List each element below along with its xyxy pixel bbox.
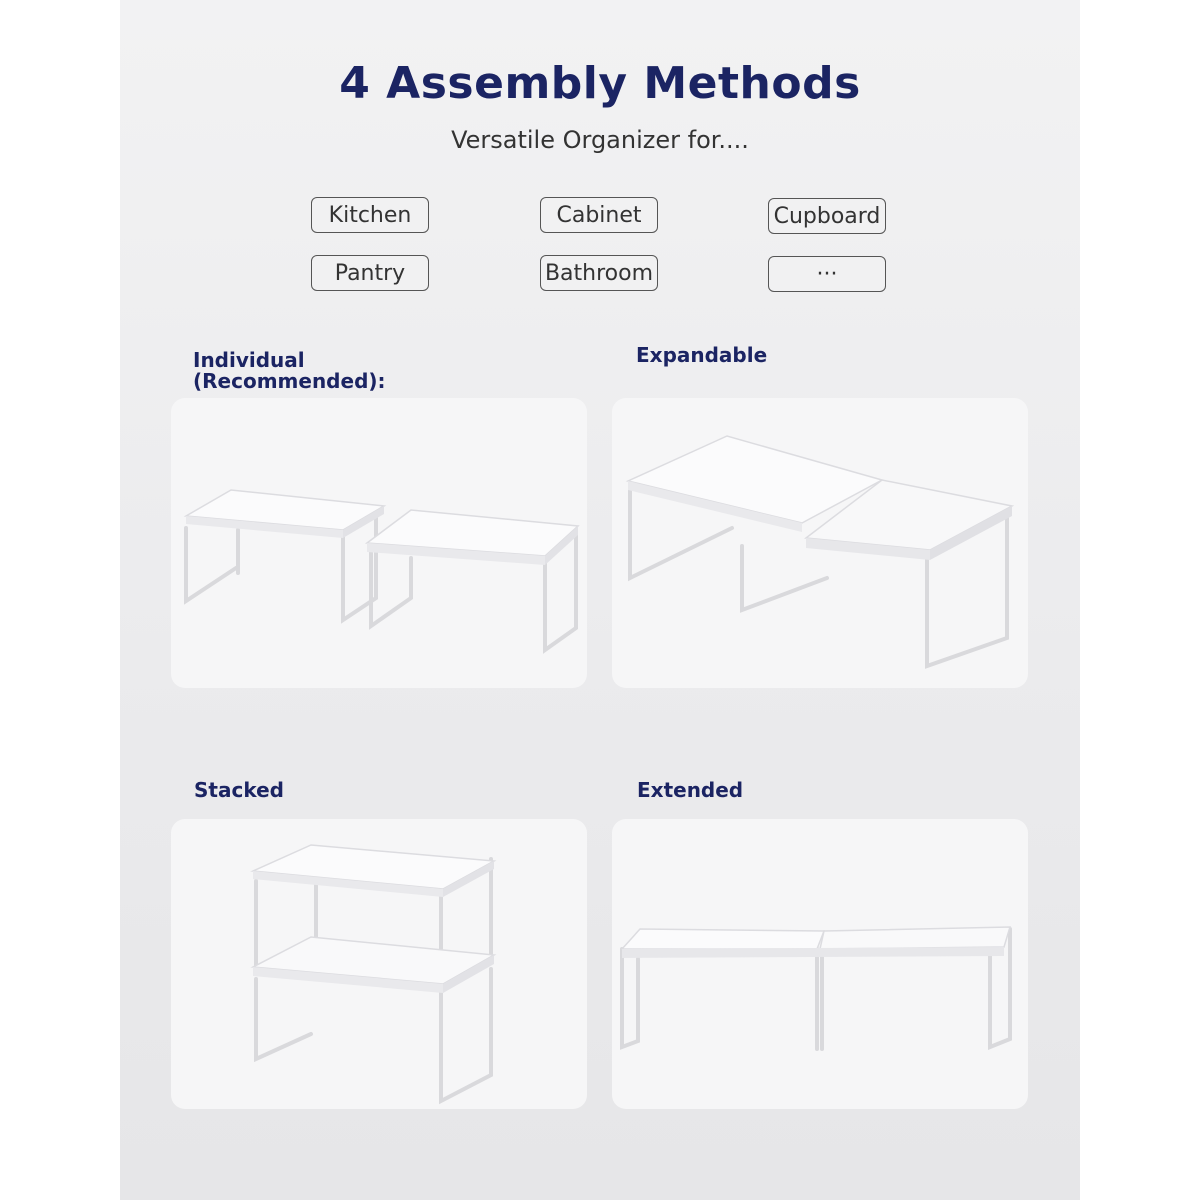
use-chip-kitchen: Kitchen <box>311 197 429 233</box>
use-chip-cabinet: Cabinet <box>540 197 658 233</box>
page-title: 4 Assembly Methods <box>339 58 861 109</box>
individual-shelves-image <box>171 398 587 688</box>
expandable-photo-panel <box>612 398 1028 688</box>
individual-photo-panel <box>171 398 587 688</box>
stacked-shelves-image <box>171 819 587 1109</box>
extended-shelf-image <box>612 819 1028 1109</box>
method-label-individual-line1: Individual <box>193 348 305 372</box>
page-subtitle: Versatile Organizer for.... <box>451 126 749 154</box>
method-label-stacked: Stacked <box>194 778 284 802</box>
extended-photo-panel <box>612 819 1028 1109</box>
expandable-shelf-image <box>612 398 1028 688</box>
method-label-extended: Extended <box>637 778 744 802</box>
use-chip-pantry: Pantry <box>311 255 429 291</box>
use-chip-cupboard: Cupboard <box>768 198 886 234</box>
stacked-photo-panel <box>171 819 587 1109</box>
use-chip-more: ··· <box>768 256 886 292</box>
method-label-individual <box>193 350 386 392</box>
method-label-expandable: Expandable <box>636 343 768 367</box>
use-chip-bathroom: Bathroom <box>540 255 658 291</box>
method-label-individual-line2: (Recommended): <box>193 369 386 393</box>
